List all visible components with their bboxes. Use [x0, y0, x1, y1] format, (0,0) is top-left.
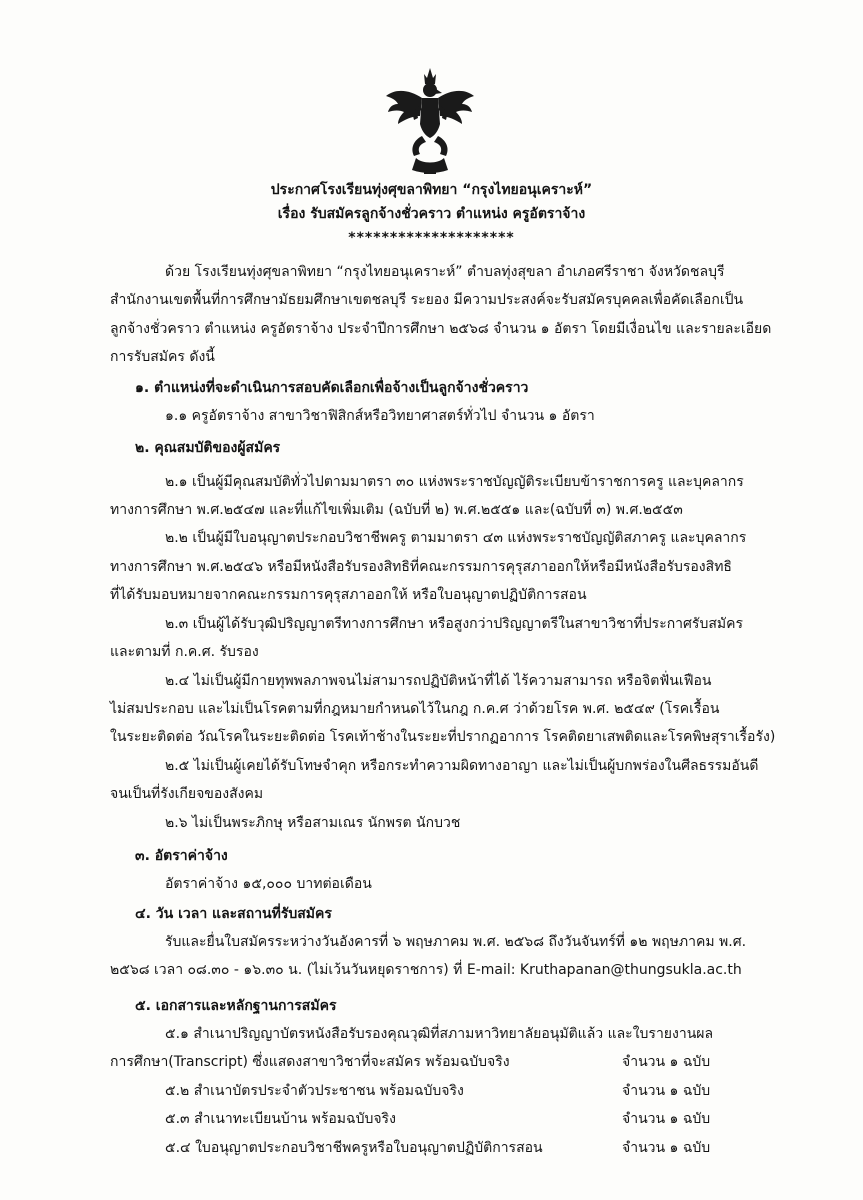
intro-line-1: ด้วย โรงเรียนทุ่งศุขลาพิทยา “กรุงไทยอนุเคราะห์” ตำบลทุ่งสุขลา อำเภอศรีราชา จังหวัดชลบุรี: [165, 264, 725, 280]
qualification-line: จนเป็นที่รังเกียจของสังคม: [110, 786, 264, 802]
application-period-line: รับและยื่นใบสมัครระหว่างวันอังคารที่ ๖ พฤษภาคม พ.ศ. ๒๕๖๘ ถึงวันจันทร์ที่ ๑๒ พฤษภาคม พ.ศ.: [165, 934, 747, 950]
intro-line-4: การรับสมัคร ดังนี้: [110, 349, 215, 365]
section-3-heading: ๓. อัตราค่าจ้าง: [135, 848, 228, 864]
document-item-4-count: จำนวน ๑ ฉบับ: [622, 1140, 711, 1156]
qualification-line: ๒.๓ เป็นผู้ได้รับวุฒิปริญญาตรีทางการศึกษา หรือสูงกว่าปริญญาตรีในสาขาวิชาที่ประกาศรับสมัคร: [165, 616, 743, 632]
qualification-line: ๒.๔ ไม่เป็นผู้มีกายทุพพลภาพจนไม่สามารถปฏิบัติหน้าที่ได้ ไร้ความสามารถ หรือจิตฟั่นเฟือน: [165, 673, 712, 689]
qualification-line: ในระยะติดต่อ วัณโรคในระยะติดต่อ โรคเท้าช้างในระยะที่ปรากฏอาการ โรคติดยาเสพติดและโรคพิษสุราเรื้อรัง): [110, 729, 776, 745]
application-period-line: ๒๕๖๘ เวลา ๐๘.๓๐ - ๑๖.๓๐ น. (ไม่เว้นวันหยุดราชการ) ที่ E-mail: Kruthapanan@thungsukla.ac.th: [110, 962, 742, 978]
qualification-line: ๒.๑ เป็นผู้มีคุณสมบัติทั่วไปตามมาตรา ๓๐ แห่งพระราชบัญญัติระเบียบข้าราชการครู และบุคลากร: [165, 474, 744, 490]
document-item-3: ๕.๓ สำเนาทะเบียนบ้าน พร้อมฉบับจริง: [165, 1111, 396, 1127]
qualification-line: ๒.๕ ไม่เป็นผู้เคยได้รับโทษจำคุก หรือกระทำความผิดทางอาญา และไม่เป็นผู้บกพร่องในศีลธรรมอันดี: [165, 758, 759, 774]
document-item-1-count: จำนวน ๑ ฉบับ: [622, 1054, 711, 1070]
document-item-3-count: จำนวน ๑ ฉบับ: [622, 1111, 711, 1127]
document-item-1-cont: การศึกษา(Transcript) ซึ่งแสดงสาขาวิชาที่จะสมัคร พร้อมฉบับจริง: [110, 1054, 510, 1070]
qualification-line: ทางการศึกษา พ.ศ.๒๕๔๗ และที่แก้ไขเพิ่มเติม (ฉบับที่ ๒) พ.ศ.๒๕๕๑ และ(ฉบับที่ ๓) พ.ศ.๒๕๕๓: [110, 502, 683, 518]
qualification-line: ๒.๖ ไม่เป็นพระภิกษุ หรือสามเณร นักพรต นักบวช: [165, 815, 461, 831]
document-title: ประกาศโรงเรียนทุ่งศุขลาพิทยา “กรุงไทยอนุเคราะห์”: [270, 182, 593, 198]
section-2-heading: ๒. คุณสมบัติของผู้สมัคร: [135, 440, 281, 456]
qualification-line: และตามที่ ก.ค.ศ. รับรอง: [110, 644, 259, 660]
document-item-4: ๕.๔ ใบอนุญาตประกอบวิชาชีพครูหรือใบอนุญาตปฏิบัติการสอน: [165, 1140, 543, 1156]
section-5-heading: ๕. เอกสารและหลักฐานการสมัคร: [135, 998, 337, 1014]
title-divider: ********************: [348, 230, 515, 246]
qualification-line: ๒.๒ เป็นผู้มีใบอนุญาตประกอบวิชาชีพครู ตามมาตรา ๔๓ แห่งพระราชบัญญัติสภาครู และบุคลากร: [165, 530, 747, 546]
document-subject: เรื่อง รับสมัครลูกจ้างชั่วคราว ตำแหน่ง ครูอัตราจ้าง: [277, 206, 586, 222]
garuda-emblem-icon: [384, 66, 476, 176]
qualification-line: ที่ได้รับมอบหมายจากคณะกรรมการคุรุสภาออกให้ หรือใบอนุญาตปฏิบัติการสอน: [110, 587, 587, 603]
section-1-heading: ๑. ตำแหน่งที่จะดำเนินการสอบคัดเลือกเพื่อจ้างเป็นลูกจ้างชั่วคราว: [135, 380, 529, 396]
intro-line-3: ลูกจ้างชั่วคราว ตำแหน่ง ครูอัตราจ้าง ประจำปีการศึกษา ๒๕๖๘ จำนวน ๑ อัตรา โดยมีเงื่อนไข และรายละเอียด: [110, 321, 772, 337]
section-4-heading: ๔. วัน เวลา และสถานที่รับสมัคร: [135, 906, 332, 922]
qualification-line: ไม่สมประกอบ และไม่เป็นโรคตามที่กฎหมายกำหนดไว้ในกฎ ก.ค.ศ ว่าด้วยโรค พ.ศ. ๒๕๔๙ (โรคเรื้อน: [110, 701, 720, 717]
document-item-2-count: จำนวน ๑ ฉบับ: [622, 1083, 711, 1099]
qualification-line: ทางการศึกษา พ.ศ.๒๕๔๖ หรือมีหนังสือรับรองสิทธิที่คณะกรรมการคุรุสภาออกให้หรือมีหนังสือรับรองสิทธิ: [110, 559, 732, 575]
intro-line-2: สำนักงานเขตพื้นที่การศึกษามัธยมศึกษาเขตชลบุรี ระยอง มีความประสงค์จะรับสมัครบุคคลเพื่อคัดเลือกเป็น: [110, 292, 744, 308]
wage-line: อัตราค่าจ้าง ๑๕,๐๐๐ บาทต่อเดือน: [165, 876, 372, 892]
document-item-2: ๕.๒ สำเนาบัตรประจำตัวประชาชน พร้อมฉบับจริง: [165, 1083, 464, 1099]
document-item-1: ๕.๑ สำเนาปริญญาบัตรหนังสือรับรองคุณวุฒิที่สภามหาวิทยาลัยอนุมัติแล้ว และใบรายงานผล: [165, 1026, 714, 1042]
section-1-item: ๑.๑ ครูอัตราจ้าง สาขาวิชาฟิสิกส์หรือวิทยาศาสตร์ทั่วไป จำนวน ๑ อัตรา: [165, 408, 595, 424]
